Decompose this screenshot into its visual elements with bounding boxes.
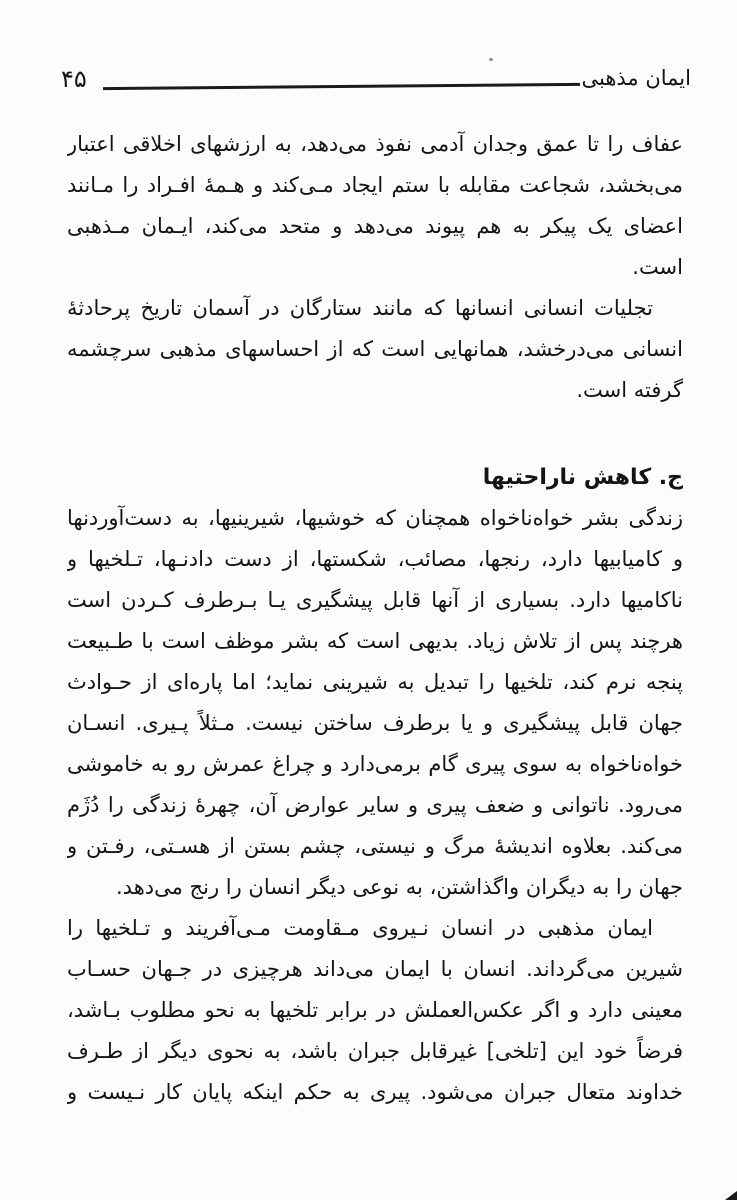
text-line: معینی دارد و اگر عکس‌العملش در برابر تلخیها به نحو مطلوب بـاشد،	[67, 998, 683, 1022]
text-line: و کامیابیها دارد، رنجها، مصائب، شکستها، از دست دادنـها، تـلخیها و	[67, 547, 683, 571]
page-number: ۴۵	[61, 65, 87, 93]
text-line: خواه‌ناخواه به سوی پیری گام برمی‌دارد و چراغ عمرش رو به خاموشی	[67, 752, 683, 776]
text-line: عفاف را تا عمق وجدان آدمی نفوذ می‌دهد، به ارزشهای اخلاقی اعتبار	[67, 132, 683, 156]
text-line: فرضاً خود این [تلخی] غیرقابل جبران باشد، به نحوی دیگر از طـرف	[67, 1039, 683, 1063]
text-line: زندگی بشر خواه‌ناخواه همچنان که خوشیها، شیرینیها، به دست‌آوردنها	[67, 506, 683, 530]
text-line: می‌کند. بعلاوه اندیشهٔ مرگ و نیستی، چشم بستن از هسـتی، رفـتن و	[67, 834, 683, 858]
text-line: خداوند متعال جبران می‌شود. پیری به حکم اینکه پایان کار نـیست و	[67, 1080, 683, 1104]
text-line: جهان قابل پیشگیری و یا برطرف ساختن نیست. مـثلاً پـیری. انسـان	[67, 711, 683, 735]
text-line: شیرین می‌گرداند. انسان با ایمان می‌داند هرچیزی در جـهان حسـاب	[67, 957, 683, 981]
text-line: ناکامیها دارد. بسیاری از آنها قابل پیشگیری یـا بـرطرف کـردن است	[67, 588, 683, 612]
text-line: اعضای یک پیکر به هم پیوند می‌دهد و متحد می‌کند، ایـمان مـذهبی	[67, 214, 683, 238]
text-line: می‌بخشد، شجاعت مقابله با ستم ایجاد مـی‌کند و هـمهٔ افـراد را مـانند	[67, 173, 683, 197]
text-line: تجلیات انسانی انسانها که مانند ستارگان در آسمان تاریخ پرحادثهٔ	[67, 296, 653, 320]
text-line: می‌رود. ناتوانی و ضعف پیری و سایر عوارض آن، چهرهٔ زندگی را دُژَم	[67, 793, 683, 817]
running-head-title: ایمان مذهبی	[581, 66, 691, 90]
text-line: گرفته است.	[576, 378, 683, 402]
text-line: پنجه نرم کند، تلخیها را تبدیل به شیرینی نماید؛ اما پاره‌ای از حـوادث	[67, 670, 683, 694]
header-rule	[103, 83, 580, 90]
text-line: ایمان مذهبی در انسان نـیروی مـقاومت مـی‌آفریند و تـلخیها را	[67, 916, 653, 940]
scan-speck	[489, 58, 493, 61]
section-heading: ج. کاهش ناراحتیها	[482, 465, 683, 490]
text-line: هرچند پس از تلاش زیاد. بدیهی است که بشر موظف است با طـبیعت	[67, 629, 683, 653]
page-body-text	[67, 124, 683, 1113]
text-line: انسانی می‌درخشد، همانهایی است که از احساسهای مذهبی سرچشمه	[67, 337, 683, 361]
scan-corner-artifact	[725, 1191, 737, 1200]
text-line: جهان را به دیگران واگذاشتن، به نوعی دیگر انسان را رنج می‌دهد.	[116, 875, 683, 899]
text-line: است.	[632, 255, 683, 279]
